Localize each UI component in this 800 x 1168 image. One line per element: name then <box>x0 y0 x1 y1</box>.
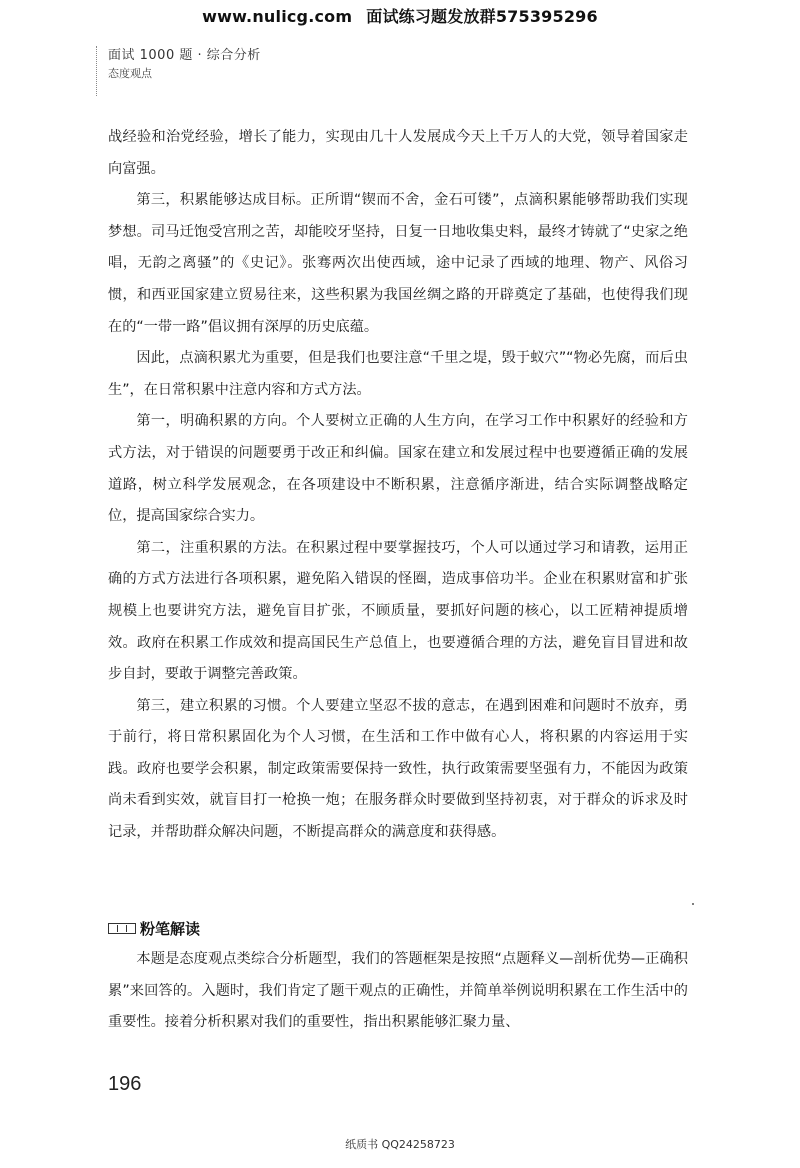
page-number: 196 <box>108 1073 142 1095</box>
paragraph: 第二，注重积累的方法。在积累过程中要掌握技巧，个人可以通过学习和请教，运用正确的方式方法进行各项积累，避免陷入错误的怪圈，造成事倍功半。企业在积累财富和扩张规模上也要讲究方法，避免盲目扩张，不顾质量，要抓好问题的核心，以工匠精神提质增效。政府在积累工作成效和提高国民生产总值上，也要遵循合理的方法，避免盲目冒进和故步自封，要敢于调整完善政策。 <box>108 539 688 683</box>
paragraph: 第三，建立积累的习惯。个人要建立坚忍不拔的意志，在遇到困难和问题时不放弃，勇于前行，将日常积累固化为个人习惯，在生活和工作中做有心人，将积累的内容运用于实践。政府也要学会积累，制定政策需要保持一致性，执行政策需要坚强有力，不能因为政策尚未看到实效，就盲目打一枪换一炮；在服务群众时要做到坚持初衷，对于群众的诉求及时记录，并帮助群众解决问题，不断提高群众的满意度和获得感。 <box>108 697 688 841</box>
paragraph: 第三，积累能够达成目标。正所谓“锲而不舍，金石可镂”，点滴积累能够帮助我们实现梦想。司马迁饱受宫刑之苦，却能咬牙坚持，日复一日地收集史料，最终才铸就了“史家之绝唱，无韵之离骚”的《史记》。张骞两次出使西域，途中记录了西域的地理、物产、风俗习惯，和西亚国家建立贸易往来，这些积累为我国丝绸之路的开辟奠定了基础，也使得我们现在的“一带一路”倡议拥有深厚的历史底蕴。 <box>108 192 688 335</box>
paragraph: 战经验和治党经验，增长了能力，实现由几十人发展成今天上千万人的大党，领导着国家走向富强。 <box>108 129 688 177</box>
analysis-section <box>108 913 688 1039</box>
paragraph: 本题是态度观点类综合分析题型，我们的答题框架是按照“点题释义—剖析优势—正确积累”来回答的。入题时，我们肯定了题干观点的正确性，并简单举例说明积累在工作生活中的重要性。接着分析积累对我们的重要性，指出积累能够汇聚力量、 <box>108 951 688 1031</box>
header-divider <box>96 46 98 96</box>
scan-speck <box>692 903 694 905</box>
footer-note: 纸质书 QQ24258723 <box>345 1138 455 1151</box>
book-title: 面试 1000 题 · 综合分析 <box>108 48 261 63</box>
paragraph: 因此，点滴积累尤为重要，但是我们也要注意“千里之堤，毁于蚁穴”“物必先腐，而后虫生”，在日常积累中注意内容和方式方法。 <box>108 350 688 398</box>
top-banner <box>0 4 800 27</box>
banner-url: www.nulicg.com <box>202 7 353 26</box>
banner-text: 面试练习题发放群575395296 <box>366 7 598 26</box>
chalk-icon <box>108 923 136 934</box>
section-heading <box>108 913 688 943</box>
section-heading-text: 粉笔解读 <box>140 919 201 938</box>
running-header <box>108 44 261 81</box>
body-text <box>108 122 688 849</box>
section-body <box>108 944 688 1039</box>
paragraph: 第一，明确积累的方向。个人要树立正确的人生方向，在学习工作中积累好的经验和方式方法，对于错误的问题要勇于改正和纠偏。国家在建立和发展过程中也要遵循正确的发展道路，树立科学发展观念，在各项建设中不断积累，注意循序渐进，结合实际调整战略定位，提高国家综合实力。 <box>108 413 688 525</box>
chapter-subtitle: 态度观点 <box>108 67 152 80</box>
